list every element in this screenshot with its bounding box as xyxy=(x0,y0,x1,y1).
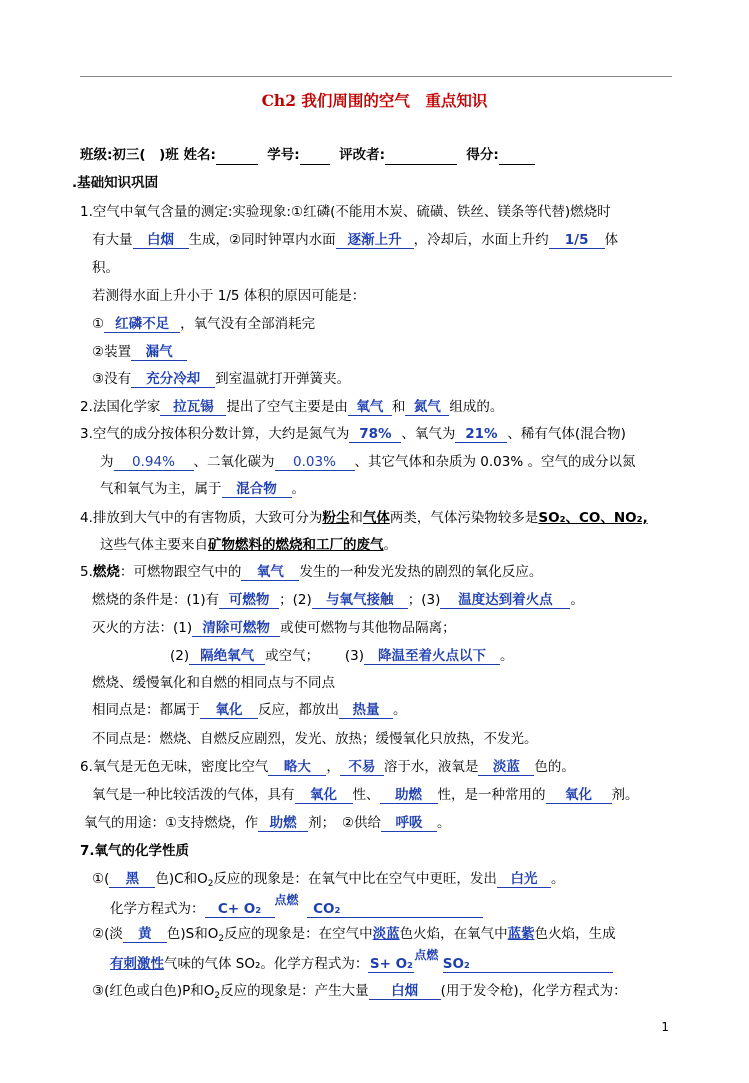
keyword: 粉尘 xyxy=(322,510,350,526)
text: 。 xyxy=(550,871,565,887)
text: 气味的气体 SO₂。化学方程式为： xyxy=(164,956,369,972)
text: 剂。 xyxy=(611,787,639,803)
page-title: Ch2 我们周围的空气 重点知识 xyxy=(261,91,488,110)
text: 5. xyxy=(80,564,93,580)
keyword: 蓝紫 xyxy=(507,926,535,942)
answer-blank: 略大 xyxy=(268,759,326,776)
answer-blank: 氧化 xyxy=(200,702,258,719)
text: ②(淡 xyxy=(92,926,123,942)
text: 色火焰，生成 xyxy=(534,926,616,942)
q6-line1 xyxy=(80,758,575,776)
number-label: 学号: xyxy=(267,147,300,163)
q5-conditions xyxy=(92,591,584,609)
text: 色火焰，在氧气中 xyxy=(399,926,508,942)
answer-blank: 助燃 xyxy=(380,787,438,804)
text: ；(2) xyxy=(279,592,312,608)
keyword: 有刺激性 xyxy=(110,956,164,972)
answer-blank: 白光 xyxy=(497,871,551,888)
text: 。 xyxy=(570,592,584,608)
equation-reactants: S+ O₂ xyxy=(369,956,413,972)
q4-line1 xyxy=(80,509,648,527)
answer-blank: 温度达到着火点 xyxy=(440,592,570,609)
equation-product: SO₂ xyxy=(443,956,613,973)
answer-blank: 黑 xyxy=(109,871,155,888)
text: 气和氧气为主，属于 xyxy=(100,481,222,497)
answer-blank: 1/5 xyxy=(549,232,605,249)
text: 色)S和O xyxy=(166,926,219,942)
text: 氧气的用途：①支持燃烧，作 xyxy=(84,815,259,831)
class-label: 班级:初三( )班 xyxy=(80,147,179,163)
answer-blank: 漏气 xyxy=(131,344,187,361)
grader-blank xyxy=(385,146,457,165)
text: 生成，②同时钟罩内水面 xyxy=(188,232,336,248)
text: ，冷却后，水面上升约 xyxy=(413,232,549,248)
q5-compare-heading: 燃烧、缓慢氧化和自燃的相同点与不同点 xyxy=(92,675,335,691)
text: 氧气是一种比较活泼的气体，具有 xyxy=(92,787,295,803)
text: 或空气； xyxy=(265,648,320,664)
q6-line3 xyxy=(84,814,450,832)
subscript: 2 xyxy=(207,879,214,889)
q1-line2 xyxy=(92,231,618,249)
q3-line1 xyxy=(80,425,626,443)
subscript: 2 xyxy=(218,934,225,944)
text: 反应，都放出 xyxy=(258,702,339,718)
text: 3.空气的成分按体积分数计算，大约是氮气为 xyxy=(80,426,350,442)
text: 。 xyxy=(383,537,397,553)
text: 剂； ②供给 xyxy=(308,815,381,831)
student-info-line xyxy=(80,146,535,165)
text: 、二氧化碳为 xyxy=(193,454,275,470)
answer-blank: 氧气 xyxy=(348,399,392,416)
text: ， xyxy=(326,759,340,775)
score-label: 得分: xyxy=(466,147,499,163)
q5-difference: 不同点是：燃烧、自燃反应剧烈，发光、放热；缓慢氧化只放热，不发光。 xyxy=(92,731,538,747)
text: 6.氧气是无色无味，密度比空气 xyxy=(80,759,269,775)
answer-blank: 氧气 xyxy=(241,564,299,581)
keyword: 气体 xyxy=(362,510,390,526)
q1-reason3 xyxy=(92,370,350,388)
q2-line xyxy=(80,398,503,416)
text: ；(3) xyxy=(407,592,441,608)
text: 。 xyxy=(291,481,305,497)
text: 、稀有气体(混合物) xyxy=(507,426,626,442)
text: ②装置 xyxy=(92,344,132,360)
text: 化学方程式为： xyxy=(110,901,205,917)
text: 灭火的方法：(1) xyxy=(92,620,193,636)
answer-blank: 氧化 xyxy=(295,787,353,804)
equation-reactants: C+ O₂ xyxy=(205,901,275,918)
text: 组成的。 xyxy=(449,399,504,415)
answer-blank: 热量 xyxy=(339,702,393,719)
text: 发生的一种发光发热的剧烈的氧化反应。 xyxy=(299,564,543,580)
text: (2) xyxy=(170,648,190,664)
number-blank xyxy=(300,146,330,165)
text: ：可燃物跟空气中的 xyxy=(119,564,242,580)
keyword: 矿物燃料的燃烧和工厂的废气 xyxy=(208,537,384,553)
answer-blank: 不易 xyxy=(340,759,384,776)
subscript: 2 xyxy=(214,991,221,1001)
q3-line2 xyxy=(100,453,635,471)
keyword: 淡蓝 xyxy=(372,926,400,942)
text: 。 xyxy=(500,648,514,664)
answer-blank: 充分冷却 xyxy=(131,371,215,388)
text: (3) xyxy=(344,648,364,664)
reaction-condition: 点燃 xyxy=(414,948,439,962)
answer-blank: 21% xyxy=(455,426,507,443)
text: 有大量 xyxy=(92,232,133,248)
q1-line1: 1.空气中氧气含量的测定:实验现象:①红磷(不能用木炭、硫磺、铁丝、镁条等代替)燃烧时 xyxy=(80,204,611,220)
answer-blank: 逐渐上升 xyxy=(336,232,414,249)
q7-carbon-equation xyxy=(110,893,483,918)
answer-blank: 红磷不足 xyxy=(104,316,180,333)
text: 到室温就打开弹簧夹。 xyxy=(215,371,351,387)
keyword: 燃烧 xyxy=(92,564,120,580)
answer-blank: 呼吸 xyxy=(381,815,437,832)
text: 或使可燃物与其他物品隔离； xyxy=(280,620,456,636)
keyword: SO₂、CO、NO₂, xyxy=(538,510,648,526)
answer-blank: 白烟 xyxy=(133,232,189,249)
q1-reason2 xyxy=(92,343,187,361)
text: 。 xyxy=(393,702,407,718)
answer-blank: 降温至着火点以下 xyxy=(364,648,500,665)
answer-blank: 清除可燃物 xyxy=(192,620,280,637)
text: 提出了空气主要是由 xyxy=(226,399,348,415)
text: 。 xyxy=(436,815,451,831)
text: 这些气体主要来自 xyxy=(100,537,208,553)
text: 为 xyxy=(100,454,114,470)
text: ，氧气没有全部消耗完 xyxy=(180,316,316,332)
q7-carbon xyxy=(92,870,564,893)
answer-blank: 淡蓝 xyxy=(478,759,534,776)
text: 燃烧的条件是：(1)有 xyxy=(92,592,220,608)
q7-phosphorus xyxy=(92,982,627,1005)
text: 反应的现象是：在氧气中比在空气中更旺，发出 xyxy=(213,871,497,887)
text: 两类，气体污染物较多是 xyxy=(389,510,539,526)
text: ①( xyxy=(92,871,110,887)
text: 反应的现象是：产生大量 xyxy=(220,983,369,999)
answer-blank: 78% xyxy=(349,426,401,443)
name-label: 姓名: xyxy=(183,147,216,163)
text: 色)C和O xyxy=(155,871,208,887)
answer-blank: 可燃物 xyxy=(219,592,279,609)
text: 、其它气体和杂质为 0.03% 。空气的成分以氮 xyxy=(354,454,636,470)
answer-blank: 白烟 xyxy=(369,983,441,1000)
q7-title: 7.氧气的化学性质 xyxy=(80,843,190,859)
q6-line2 xyxy=(92,786,639,804)
text: 性、 xyxy=(352,787,380,803)
q1-line4: 若测得水面上升小于 1/5 体积的原因可能是： xyxy=(92,288,366,304)
page-number: 1 xyxy=(661,1020,669,1034)
text: 体 xyxy=(604,232,619,248)
answer-blank: 与氧气接触 xyxy=(312,592,408,609)
answer-blank: 混合物 xyxy=(222,481,292,498)
reaction-condition: 点燃 xyxy=(274,893,299,907)
answer-blank: 氧化 xyxy=(546,787,612,804)
answer-blank: 氮气 xyxy=(405,399,449,416)
text: ① xyxy=(92,316,105,332)
answer-blank: 0.94% xyxy=(114,454,194,471)
text: 2.法国化学家 xyxy=(80,399,161,415)
q7-sulfur2 xyxy=(110,948,613,973)
name-blank xyxy=(216,146,258,165)
q1-line3: 积。 xyxy=(92,260,119,276)
answer-blank: 拉瓦锡 xyxy=(160,399,226,416)
text: 溶于水，液氧是 xyxy=(383,759,479,775)
answer-blank: 黄 xyxy=(123,926,167,943)
text: (用于发令枪)，化学方程式为： xyxy=(440,983,627,999)
q7-sulfur1 xyxy=(92,925,616,948)
answer-blank: 隔绝氧气 xyxy=(189,648,265,665)
text: 和 xyxy=(349,510,363,526)
q5-extinguish1 xyxy=(92,619,456,637)
text: 、氧气为 xyxy=(401,426,456,442)
text: 4.排放到大气中的有害物质，大致可分为 xyxy=(80,510,323,526)
q5-extinguish2 xyxy=(170,647,514,665)
section-heading: .基础知识巩固 xyxy=(72,175,159,191)
answer-blank: 0.03% xyxy=(275,454,355,471)
grader-label: 评改者: xyxy=(339,147,385,163)
text: ③没有 xyxy=(92,371,132,387)
text: 色的。 xyxy=(534,759,575,775)
q5-line1 xyxy=(80,563,542,581)
q1-reason1 xyxy=(92,315,315,333)
text: 性，是一种常用的 xyxy=(437,787,546,803)
score-blank xyxy=(499,146,535,165)
q5-similarity xyxy=(92,701,407,719)
text: ③(红色或白色)P和O xyxy=(92,983,215,999)
text: 相同点是：都属于 xyxy=(92,702,200,718)
q4-line2 xyxy=(100,536,397,554)
header-rule xyxy=(80,76,672,77)
q3-line3 xyxy=(100,480,305,498)
text: 和 xyxy=(391,399,406,415)
answer-blank: 助燃 xyxy=(258,815,308,832)
text: 反应的现象是：在空气中 xyxy=(224,926,373,942)
equation-product: CO₂ xyxy=(307,901,483,918)
